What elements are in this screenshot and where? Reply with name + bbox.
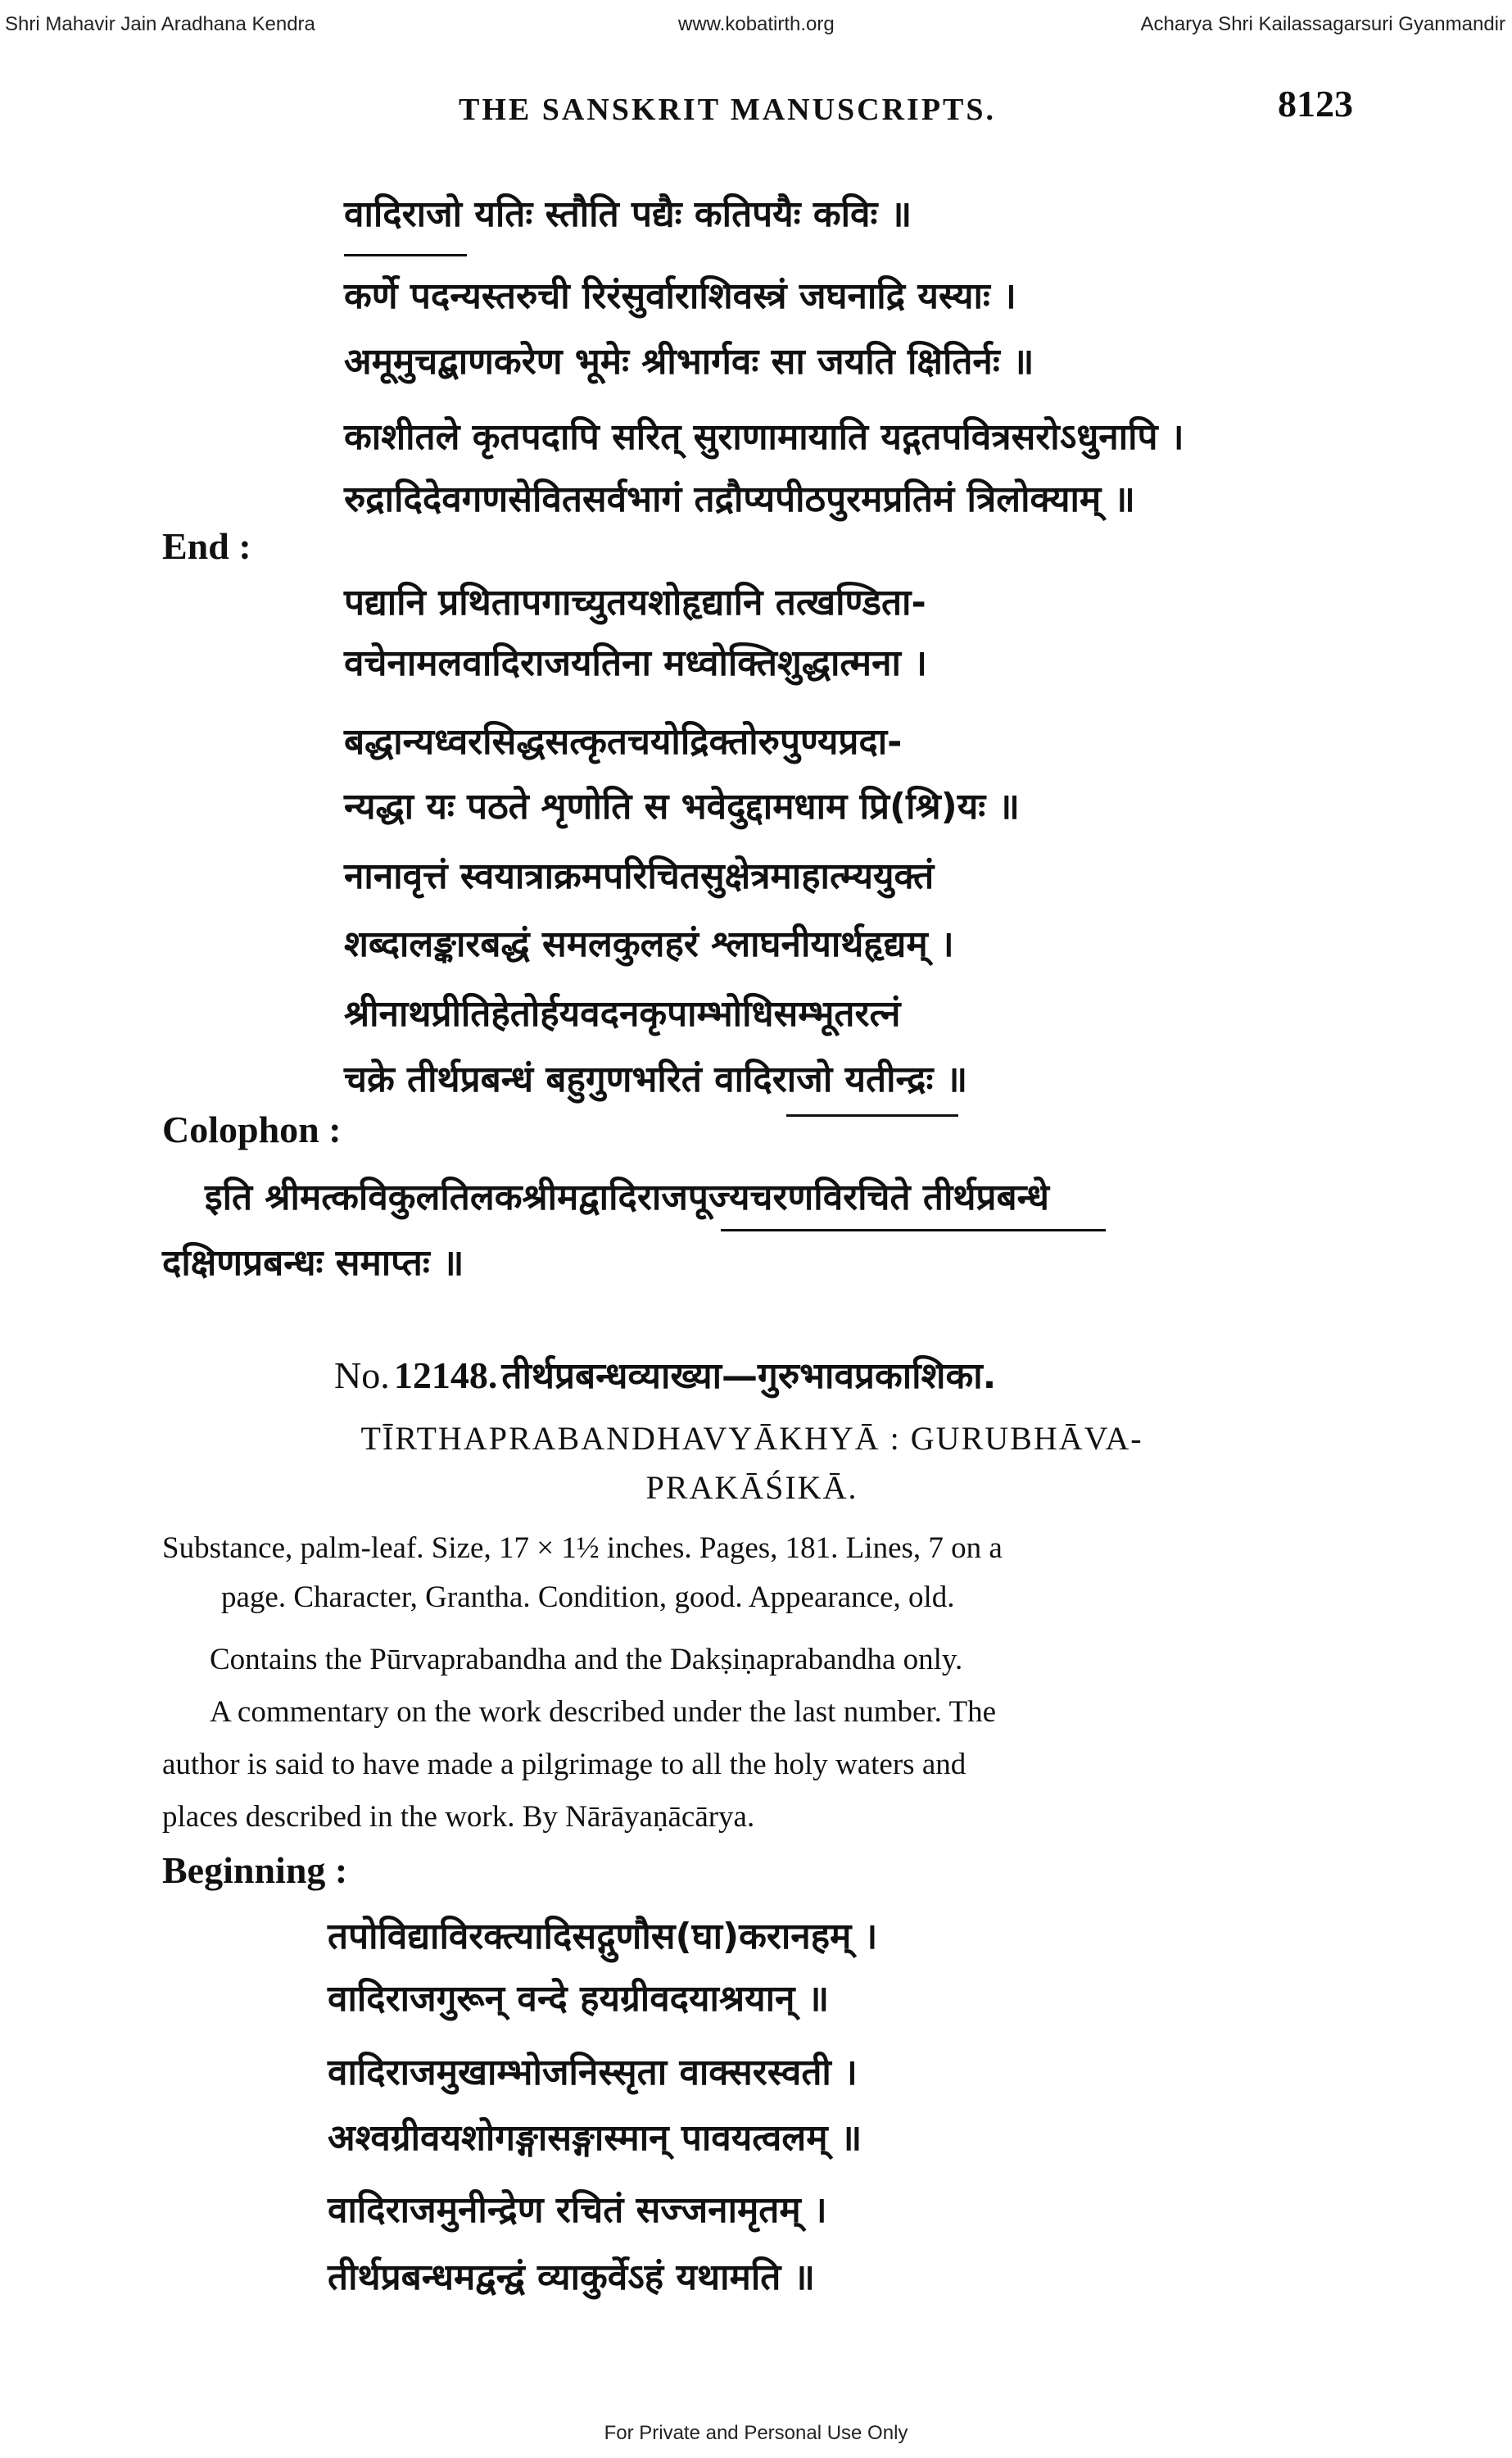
end-verse-line: बद्धान्यध्वरसिद्धसत्कृतचयोद्रिक्तोरुपुण्यप्रदा- <box>344 721 903 763</box>
opening-verse-line: अमूमुचद्बाणकरेण भूमेः श्रीभार्गवः सा जयति क्षितिर्नः ॥ <box>344 341 1034 383</box>
end-verse-line: शब्दालङ्कारबद्धं समलकुलहरं श्लाघनीयार्थहृद्यम् । <box>344 923 954 965</box>
header-right-text: Acharya Shri Kailassagarsuri Gyanmandir <box>1140 13 1505 35</box>
running-head: THE SANSKRIT MANUSCRIPTS. <box>459 93 997 127</box>
underline-rule <box>786 1114 958 1117</box>
underline-rule <box>344 254 467 256</box>
footer-text: For Private and Personal Use Only <box>604 2422 908 2444</box>
end-verse-line: नानावृत्तं स्वयात्राक्रमपरिचितसुक्षेत्रमाहात्म्ययुक्तं <box>344 855 935 897</box>
page-number: 8123 <box>1278 83 1353 125</box>
underline-rule <box>721 1229 1106 1231</box>
beginning-verse-line: तीर्थप्रबन्धमद्वन्द्वं व्याकुर्वेऽहं यथामति ॥ <box>328 2256 815 2298</box>
paragraph-line: author is said to have made a pilgrimage to all the holy waters and <box>162 1748 967 1781</box>
entry-devanagari-title: तीर्थप्रबन्धव्याख्या—गुरुभावप्रकाशिका. <box>501 1355 997 1397</box>
opening-verse-line: काशीतले कृतपदापि सरित् सुराणामायाति यद्गतपवित्रसरोऽधुनापि । <box>344 416 1184 458</box>
end-verse-line: श्रीनाथप्रीतिहेतोर्हयवदनकृपाम्भोधिसम्भूतरत्नं <box>344 993 901 1035</box>
header-left-text: Shri Mahavir Jain Aradhana Kendra <box>5 13 315 35</box>
opening-verse-line: वादिराजो यतिः स्तौति पद्यैः कतिपयैः कविः ॥ <box>344 193 912 235</box>
opening-verse-line: रुद्रादिदेवगणसेवितसर्वभागं तद्रौप्यपीठपुरमप्रतिमं त्रिलोक्याम् ॥ <box>344 478 1135 520</box>
entry-heading <box>334 1352 996 1401</box>
description-line: Substance, palm-leaf. Size, 17 × 1½ inches. Pages, 181. Lines, 7 on a <box>162 1531 1003 1565</box>
beginning-label: Beginning : <box>162 1849 348 1891</box>
end-verse-line: चक्रे तीर्थप्रबन्धं बहुगुणभरितं वादिराजो यतीन्द्रः ॥ <box>344 1059 968 1100</box>
end-verse-line: न्यद्धा यः पठते शृणोति स भवेदुद्दामधाम प्रि(श्रि)यः ॥ <box>344 786 1020 828</box>
opening-verse-line: कर्णे पदन्यस्तरुची रिरंसुर्वाराशिवस्त्रं जघनाद्रि यस्याः । <box>344 275 1016 317</box>
beginning-verse-line: अश्वग्रीवयशोगङ्गासङ्गास्मान् पावयत्वलम् ॥ <box>328 2117 862 2159</box>
beginning-verse-line: वादिराजमुखाम्भोजनिस्सृता वाक्सरस्वती । <box>328 2052 858 2093</box>
paragraph-line: places described in the work. By Nārāyaṇācārya. <box>162 1800 755 1834</box>
colophon-line: इति श्रीमत्कविकुलतिलकश्रीमद्वादिराजपूज्यचरणविरचिते तीर्थप्रबन्धे <box>205 1177 1049 1218</box>
entry-roman-title: PRAKĀŚIKĀ. <box>645 1469 858 1506</box>
beginning-verse-line: तपोविद्याविरक्त्यादिसद्गुणौस(घा)करानहम् । <box>328 1916 878 1957</box>
paragraph-line: A commentary on the work described under the last number. The <box>210 1695 997 1729</box>
contents-line: Contains the Pūrvaprabandha and the Dakṣiṇaprabandha only. <box>210 1643 963 1676</box>
colophon-label: Colophon : <box>162 1109 342 1150</box>
header-center-url[interactable]: www.kobatirth.org <box>678 13 835 35</box>
beginning-verse-line: वादिराजगुरून् वन्दे हयग्रीवदयाश्रयान् ॥ <box>328 1978 830 2020</box>
colophon-line: दक्षिणप्रबन्धः समाप्तः ॥ <box>162 1242 464 1284</box>
description-line: page. Character, Grantha. Condition, good. Appearance, old. <box>221 1580 955 1614</box>
beginning-verse-line: वादिराजमुनीन्द्रेण रचितं सज्जनामृतम् । <box>328 2189 827 2231</box>
entry-roman-title: TĪRTHAPRABANDHAVYĀKHYĀ : GURUBHĀVA- <box>360 1420 1143 1457</box>
end-label: End : <box>162 525 251 567</box>
end-verse-line: पद्यानि प्रथितापगाच्युतयशोहृद्यानि तत्खण्डिता- <box>344 582 926 624</box>
entry-number-label: No. <box>334 1354 390 1396</box>
entry-number: 12148. <box>393 1354 498 1396</box>
end-verse-line: वचेनामलवादिराजयतिना मध्वोक्तिशुद्धात्मना । <box>344 642 927 684</box>
